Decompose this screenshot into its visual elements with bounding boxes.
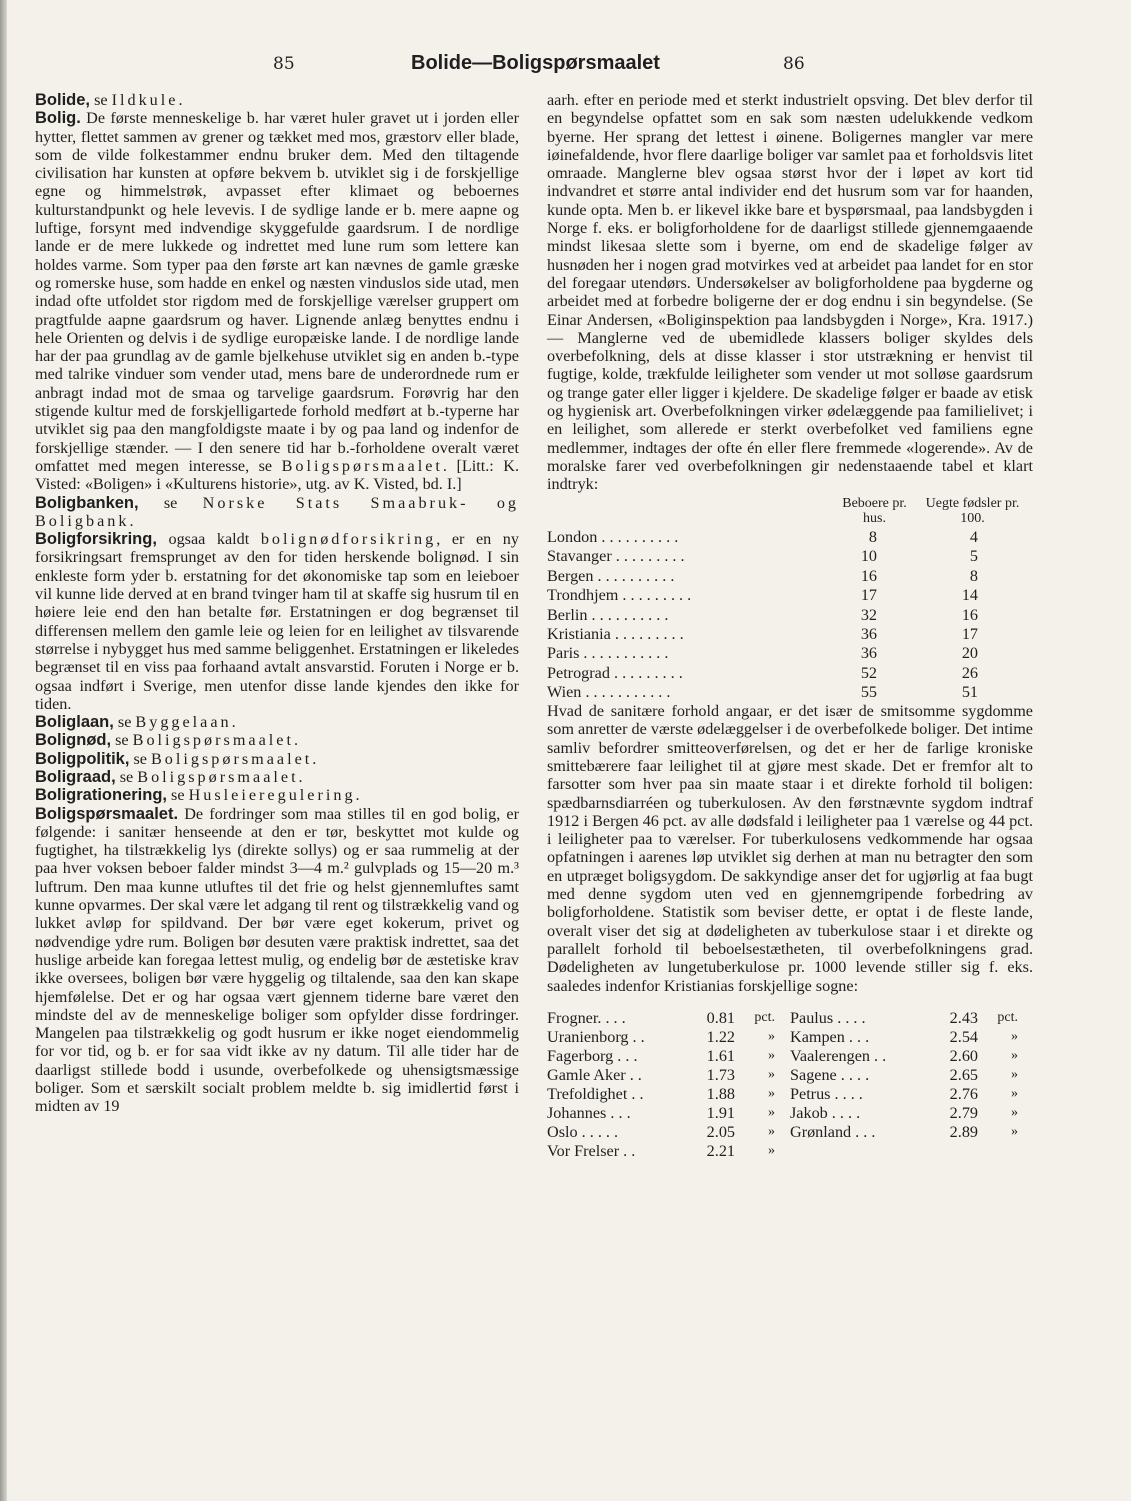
parish-name: Kampen . . . bbox=[790, 1028, 870, 1047]
parish-row bbox=[547, 1104, 790, 1123]
parish-row bbox=[547, 1142, 790, 1161]
scan-edge bbox=[0, 0, 7, 1501]
entry-boliglaan: Boliglaan, se Byggelaan. bbox=[35, 713, 239, 732]
unit: » bbox=[768, 1048, 775, 1064]
entry-boligpolitik: Boligpolitik, se Boligspørsmaalet. bbox=[35, 749, 320, 768]
mortality-value: 2.43 bbox=[949, 1009, 978, 1028]
unit: » bbox=[1011, 1086, 1018, 1102]
residents-per-house: 8 bbox=[868, 528, 877, 547]
table-row bbox=[547, 586, 1033, 605]
entry-boligrationering: Boligrationering, se Husleieregulering. bbox=[35, 786, 363, 805]
paragraph-sanitary: Hvad de sanitære forhold angaar, er det især de smitsomme sygdomme som anretter de værste ødelæggelser i de overbefolkede boliger. Det intime samliv befordrer smitteoverførelsen, og det er her de farlige kroniske smittebærere faar leilighet til at gjøre mest skade. Det er fremfor alt to farsotter som hver paa sin maate staar i et direkte forhold til boligen: spædbarnsdiarréen og tuberkulosen. Av den førstnævnte sygdom indtraf 1912 i Bergen 46 pct. av alle dødsfald i leiligheter paa 1 værelse og 44 pct. i leiligheter paa to værelser. For tuberkulosens vedkommende har ogsaa opfatningen i aarenes løp utviklet sig derhen at man nu betragter den som en utpræget boligsygdom. De sakkyndige anser det for ugjørlig at faa bugt med denne sygdom uten ved en gjennemgripende forbedring av boligforholdene. Statistik som beviser dette, er optat i de fleste lande, overalt viser det sig at dødeligheten av tuberkulose staar i et direkte og parallelt forhold til beboelsestætheten, til overbefolkningens grad. Dødeligheten av lungetuberkulose pr. 1000 levende stiller sig f. eks. saaledes indenfor Kristianias forskjellige sogne: bbox=[547, 702, 1033, 995]
parishes-right bbox=[790, 1009, 1033, 1161]
page-number-left: 85 bbox=[273, 54, 295, 74]
entry-bolide: Bolide, se Ildkule. bbox=[35, 91, 186, 109]
parish-name: Oslo . . . . . bbox=[547, 1123, 619, 1142]
table-row bbox=[547, 683, 1033, 702]
unit: » bbox=[768, 1086, 775, 1102]
mortality-value: 2.60 bbox=[949, 1047, 978, 1066]
overcrowding-table bbox=[547, 496, 1033, 703]
table-row bbox=[547, 644, 1033, 663]
unit: » bbox=[1011, 1124, 1018, 1140]
parish-name: Vaalerengen . . bbox=[790, 1047, 887, 1066]
parish-name: Paulus . . . . bbox=[790, 1009, 866, 1028]
parish-row bbox=[790, 1066, 1033, 1085]
mortality-value: 2.65 bbox=[949, 1066, 978, 1085]
mortality-value: 1.73 bbox=[706, 1066, 735, 1085]
parish-name: Trefoldighet . . bbox=[547, 1085, 644, 1104]
table-header bbox=[547, 496, 1033, 526]
mortality-value: 2.05 bbox=[706, 1123, 735, 1142]
right-column bbox=[547, 91, 1033, 1161]
table-row bbox=[547, 624, 1033, 643]
city-name: Petrograd . . . . . . . . . bbox=[547, 663, 683, 682]
illegitimate-births: 17 bbox=[961, 625, 978, 644]
residents-per-house: 10 bbox=[860, 547, 877, 566]
parish-row bbox=[790, 1085, 1033, 1104]
parish-name: Grønland . . . bbox=[790, 1123, 876, 1142]
illegitimate-births: 20 bbox=[961, 644, 978, 663]
mortality-value: 2.21 bbox=[706, 1142, 735, 1161]
page-header bbox=[0, 52, 1131, 82]
city-name: Bergen . . . . . . . . . . bbox=[547, 566, 675, 585]
table-row bbox=[547, 663, 1033, 682]
city-name: Trondhjem . . . . . . . . . bbox=[547, 586, 692, 605]
mortality-value: 2.76 bbox=[949, 1085, 978, 1104]
parish-name: Johannes . . . bbox=[547, 1104, 631, 1123]
parish-row bbox=[790, 1028, 1033, 1047]
left-column bbox=[35, 91, 519, 1116]
header-residents: Beboere pr. hus. bbox=[842, 495, 907, 526]
unit: » bbox=[768, 1143, 775, 1159]
parishes-left bbox=[547, 1009, 790, 1161]
unit: pct. bbox=[754, 1010, 775, 1026]
city-name: Wien . . . . . . . . . . . bbox=[547, 683, 671, 702]
entry-bolignod: Bolignød, se Boligspørsmaalet. bbox=[35, 731, 301, 750]
residents-per-house: 16 bbox=[860, 566, 877, 585]
unit: » bbox=[768, 1105, 775, 1121]
residents-per-house: 17 bbox=[860, 586, 877, 605]
unit: » bbox=[768, 1124, 775, 1140]
unit: » bbox=[1011, 1029, 1018, 1045]
mortality-value: 2.89 bbox=[949, 1123, 978, 1142]
unit: pct. bbox=[997, 1010, 1018, 1026]
unit: » bbox=[1011, 1048, 1018, 1064]
unit: » bbox=[1011, 1067, 1018, 1083]
city-name: Kristiania . . . . . . . . . bbox=[547, 625, 684, 644]
mortality-value: 1.88 bbox=[706, 1085, 735, 1104]
parish-row bbox=[547, 1047, 790, 1066]
unit: » bbox=[768, 1067, 775, 1083]
parish-name: Jakob . . . . bbox=[790, 1104, 861, 1123]
entry-boligforsikring: Boligforsikring, ogsaa kaldt bolignødforsikring, er en ny forsikringsart fremsprunget av den for tiden herskende bolignød. I sin enkleste form yder b. erstatning for det økonomiske tap som en leieboer vil kunne lide derved at en brand tvinger ham til at skaffe sig husrum til en høiere leie end den han betalte før. Erstatningen er dog begrænset til differensen mellem den gamle leie og leien for en leilighet av tilsvarende størrelse i nybygget hus med samme beliggenhet. Erstatningen er likeledes begrænset til en viss paa forhaand avtalt ansvarstid. Foruten i Norge er b. ogsaa indført i Sverige, men utenfor disse lande kjendes den ikke for tiden. bbox=[35, 530, 519, 713]
residents-per-house: 55 bbox=[860, 683, 877, 702]
city-name: Paris . . . . . . . . . . . bbox=[547, 644, 669, 663]
table-row bbox=[547, 547, 1033, 566]
parish-row bbox=[547, 1123, 790, 1142]
city-name: London . . . . . . . . . . bbox=[547, 528, 679, 547]
illegitimate-births: 16 bbox=[961, 605, 978, 624]
parish-name: Sagene . . . . bbox=[790, 1066, 870, 1085]
page-number-right: 86 bbox=[783, 54, 805, 74]
parish-row bbox=[547, 1085, 790, 1104]
table-row bbox=[547, 528, 1033, 547]
parish-row bbox=[790, 1047, 1033, 1066]
table-row bbox=[547, 605, 1033, 624]
parish-name: Petrus . . . . bbox=[790, 1085, 863, 1104]
illegitimate-births: 8 bbox=[969, 566, 978, 585]
mortality-value: 1.91 bbox=[706, 1104, 735, 1123]
entry-boligraad: Boligraad, se Boligspørsmaalet. bbox=[35, 767, 306, 786]
residents-per-house: 52 bbox=[860, 663, 877, 682]
parish-name: Fagerborg . . . bbox=[547, 1047, 638, 1066]
entry-bolig: Bolig. De første menneskelige b. har været huler gravet ut i jorden eller hytter, flettet sammen av grener og tækket med mos, græstorv eller blade, som de vilde folkestammer endnu bruker dem. Med den tiltagende civilisation har kunsten at opføre bekvem b. utviklet sig i de forskjellige egne og himmelstrøk, avpasset efter klimaet og beboernes kulturstandpunkt og hele levevis. I de sydlige lande er b. mere aapne og luftige, forsynt med indvendige skyggefulde gaardsrum. I de nordlige lande er de mere lukkede og indrettet med lune rum som lettere kan holdes varme. Som typer paa den første art kan nævnes de gamle græske og romerske huse, som hadde en enkel og næsten vinduslos side utad, men indad ofte utfoldet stor rigdom med de forskjellige værelser gruppert om pragtfulde aapne gaardsrum og haver. Lignende anlæg benyttes endnu i hele Orienten og delvis i de sydlige europæiske lande. I de nordlige lande har der paa grundlag av de gamle bjelkehuse utviklet sig en anden b.-type med talrike vinduer som vender utad, mens bare de underordnede rum er anbragt indad mot de smaa og tarvelige gaardsrum. Forøvrig har den stigende kultur med de forskjelligartede forhold medført at b.-typerne har utviklet sig paa den mangfoldigste maate i by og paa land og indenfor de forskjellige stænder. — I den senere tid har b.-forholdene overalt været omfattet med megen interesse, se Boligspørsmaalet. [Litt.: K. Visted: «Boligen» i «Kulturens historie», utg. av K. Visted, bd. I.] bbox=[35, 109, 519, 494]
illegitimate-births: 5 bbox=[969, 547, 978, 566]
entry-boligspormaalet: Boligspørsmaalet. De fordringer som maa stilles til en god bolig, er følgende: i sanitær henseende at den er tør, beskyttet mot kulde og fugtighet, ha tilstrækkelig lys (direkte sollys) og er saa rummelig at der paa hver voksen beboer falder mindst 3—4 m.² gulvplads og 15—20 m.³ luftrum. Den maa kunne utluftes til det frie og helst gjennemluftes samt kunne opvarmes. Der skal være let adgang til rent og tilstrækkelig vand og lukket avløp for spildvand. Der bør være eget kokerum, privet og nødvendige ydre rum. Boligen bør desuten være praktisk indrettet, saa det huslige arbeide kan foregaa lettest mulig, og endelig bør de æstetiske krav ikke oversees, boligen bør være hyggelig og tiltalende, saa den kan skape hjemfølelse. Det er og har ogsaa vært gjennem tiderne bare været den mindste del av de menneskelige boliger som opfylder disse fordringer. Mangelen paa tilstrækkelig og godt husrum er ikke noget eiendommelig for vor tid, og b. er for saa vidt ikke av ny datum. Til alle tider har de daarligst stillede bodd i usunde, overbefolkede og uhensigtsmæssige boliger. Som et særskilt socialt problem meldte b. sig imidlertid først i midten av 19 bbox=[35, 804, 519, 1116]
city-name: Stavanger . . . . . . . . . bbox=[547, 547, 685, 566]
residents-per-house: 32 bbox=[860, 605, 877, 624]
mortality-value: 0.81 bbox=[706, 1009, 735, 1028]
residents-per-house: 36 bbox=[860, 625, 877, 644]
tuberculosis-table bbox=[547, 1009, 1033, 1161]
residents-per-house: 36 bbox=[860, 644, 877, 663]
parish-row bbox=[547, 1009, 790, 1028]
parish-row bbox=[547, 1028, 790, 1047]
parish-name: Gamle Aker . . bbox=[547, 1066, 642, 1085]
mortality-value: 1.22 bbox=[706, 1028, 735, 1047]
mortality-value: 2.54 bbox=[949, 1028, 978, 1047]
parish-row bbox=[790, 1009, 1033, 1028]
parish-row bbox=[790, 1123, 1033, 1142]
illegitimate-births: 51 bbox=[961, 683, 978, 702]
city-name: Berlin . . . . . . . . . . bbox=[547, 605, 669, 624]
illegitimate-births: 26 bbox=[961, 663, 978, 682]
parish-row bbox=[790, 1104, 1033, 1123]
unit: » bbox=[768, 1029, 775, 1045]
header-illegitimate-births: Uegte fødsler pr. 100. bbox=[925, 495, 1020, 526]
paragraph-continuation: aarh. efter en periode med et sterkt industrielt opsving. Det blev derfor til en begyndelse opfattet som en sak som næsten udelukkende vedkom byerne. Her sprang det lettest i øinene. Boligernes mangler var mere iøinefaldende, hvor flere daarlige boliger var samlet paa et forholdsvis litet omraade. Manglerne blev ogsaa størst hvor der i løpet av kort tid indvandret et større antal individer end det husrum som var for haanden, kunde opta. Men b. er likevel ikke bare et byspørsmaal, paa landsbygden i Norge f. eks. er boligforholdene for de daarligst stillede gjennemgaaende mindst likesaa slette som i byerne, om end de skadelige følger av husnøden her i nogen grad motvirkes ved at arbeidet paa landet for en stor del foregaar utendørs. Undersøkelser av boligforholdene paa bygderne og arbeidet med at forbedre boligerne der er dog endnu i sin begyndelse. (Se Einar Andersen, «Boliginspektion paa landsbygden i Norge», Kra. 1917.) — Manglerne ved de ubemidlede klassers boliger skyldes dels overbefolkning, dels at disse klasser i stor utstrækning er henvist til fugtige, kolde, trækfulde leiligheter som vender ut mot solløse gaardsrum og trange gater eller ligger i kjeldere. De skadelige følger er baade av etisk og hygienisk art. Overbefolkningen virker ødelæggende paa familielivet; i en leilighet, som allerede er sterkt overbefolket ved familiens egne medlemmer, indtages der ofte én eller flere fremmede «logerende». Av de moralske farer ved overbefolkningen gir nedenstaaende tabel et klart indtryk: bbox=[547, 91, 1033, 494]
table-row bbox=[547, 566, 1033, 585]
parish-name: Uranienborg . . bbox=[547, 1028, 645, 1047]
parish-name: Frogner. . . . bbox=[547, 1009, 626, 1028]
unit: » bbox=[1011, 1105, 1018, 1121]
illegitimate-births: 4 bbox=[969, 528, 978, 547]
mortality-value: 1.61 bbox=[706, 1047, 735, 1066]
running-title: Bolide—Boligspørsmaalet bbox=[411, 52, 660, 74]
parish-row bbox=[547, 1066, 790, 1085]
entry-boligbanken: Boligbanken, se Norske Stats Smaabruk- og Boligbank. bbox=[35, 493, 520, 530]
mortality-value: 2.79 bbox=[949, 1104, 978, 1123]
parish-name: Vor Frelser . . bbox=[547, 1142, 636, 1161]
illegitimate-births: 14 bbox=[961, 586, 978, 605]
